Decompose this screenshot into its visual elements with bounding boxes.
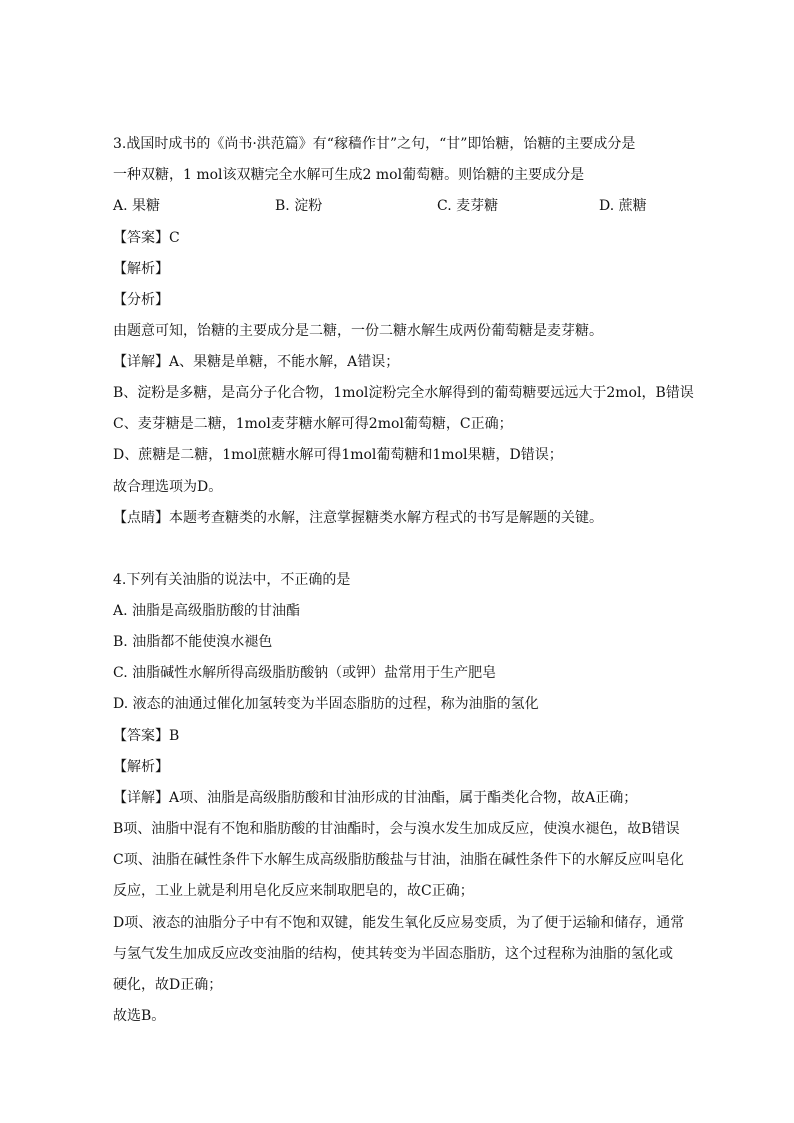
q3-stem-line2: 一种双糖，1 mol该双糖完全水解可生成2 mol葡萄糖。则饴糖的主要成分是: [113, 167, 585, 183]
q3-detail-line: C、麦芽糖是二糖，1mol麦芽糖水解可得2mol葡萄糖，C正确；: [113, 416, 513, 432]
q4-option-b: B. 油脂都不能使溴水褪色: [113, 634, 273, 650]
q4-detail-line: 反应，工业上就是利用皂化反应来制取肥皂的，故C正确；: [113, 883, 474, 899]
q4-stem: 4.下列有关油脂的说法中，不正确的是: [113, 572, 351, 588]
q3-option-b: B. 淀粉: [275, 198, 323, 214]
q4-detail-line: 硬化，故D正确；: [113, 977, 223, 993]
q4-option-d: D. 液态的油通过催化加氢转变为半固态脂肪的过程，称为油脂的氢化: [113, 696, 539, 712]
q4-detail-line: 【详解】A项、油脂是高级脂肪酸和甘油形成的甘油酯，属于酯类化合物，故A正确；: [113, 790, 638, 806]
q3-analysis-label: 【解析】: [113, 261, 169, 277]
q3-detail-line: B、淀粉是多糖，是高分子化合物，1mol淀粉完全水解得到的葡萄糖要远远大于2mol，B错误: [113, 385, 694, 401]
q3-dianjing: 【点睛】本题考查糖类的水解，注意掌握糖类水解方程式的书写是解题的关键。: [113, 510, 603, 526]
q3-stem-line1: 3.战国时成书的《尚书·洪范篇》有“稼穑作甘”之句，“甘”即饴糖，饴糖的主要成分是: [113, 136, 636, 152]
q4-detail-line: B项、油脂中混有不饱和脂肪酸的甘油酯时，会与溴水发生加成反应，使溴水褪色，故B错误: [113, 821, 680, 837]
q4-analysis-label: 【解析】: [113, 759, 169, 775]
q4-detail-line: D项、液态的油脂分子中有不饱和双键，能发生氧化反应易变质，为了便于运输和储存，通常: [113, 915, 685, 931]
q4-detail-line: 故选B。: [113, 1008, 166, 1024]
q4-detail-line: 与氢气发生加成反应改变油脂的结构，使其转变为半固态脂肪，这个过程称为油脂的氢化或: [113, 946, 673, 962]
q3-fenxi-label: 【分析】: [113, 292, 169, 308]
q3-detail-line: 【详解】A、果糖是单糖，不能水解，A错误；: [113, 354, 400, 370]
q4-answer: 【答案】B: [113, 728, 180, 744]
q4-option-c: C. 油脂碱性水解所得高级脂肪酸钠（或钾）盐常用于生产肥皂: [113, 665, 497, 681]
q3-option-a: A. 果糖: [113, 198, 161, 214]
q3-detail-line: 故合理选项为D。: [113, 479, 223, 495]
q3-detail-line: D、蔗糖是二糖，1mol蔗糖水解可得1mol葡萄糖和1mol果糖，D错误；: [113, 447, 563, 463]
q3-option-d: D. 蔗糖: [599, 198, 647, 214]
q3-answer: 【答案】C: [113, 230, 180, 246]
q3-fenxi-text: 由题意可知，饴糖的主要成分是二糖，一份二糖水解生成两份葡萄糖是麦芽糖。: [113, 323, 603, 339]
q4-option-a: A. 油脂是高级脂肪酸的甘油酯: [113, 603, 301, 619]
q4-detail-line: C项、油脂在碱性条件下水解生成高级脂肪酸盐与甘油，油脂在碱性条件下的水解反应叫皂化: [113, 852, 684, 868]
q3-option-c: C. 麦芽糖: [437, 198, 499, 214]
